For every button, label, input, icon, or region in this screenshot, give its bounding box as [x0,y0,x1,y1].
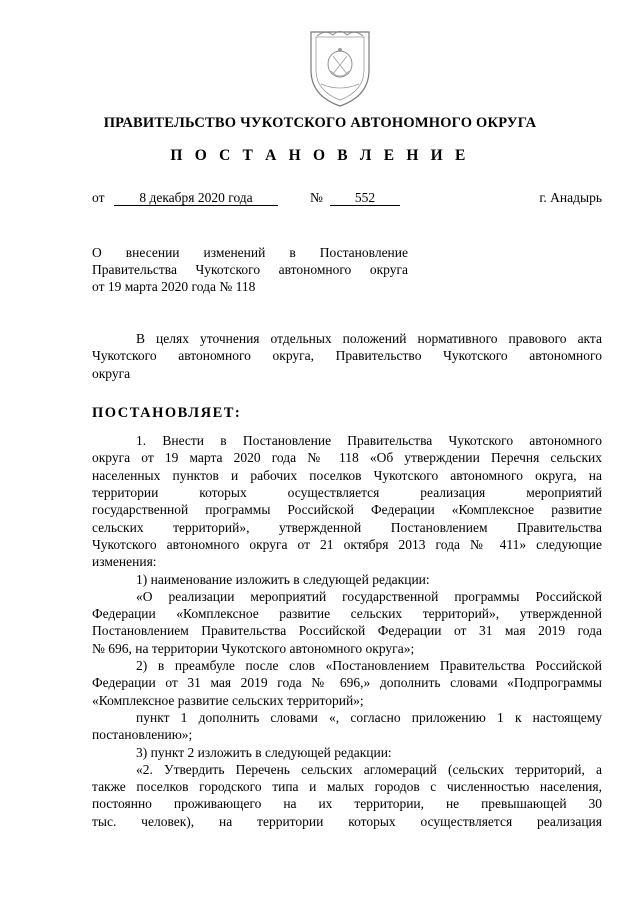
subitem-3: 3) пункт 2 изложить в следующей редакции: [136,744,392,760]
organization-title: ПРАВИТЕЛЬСТВО ЧУКОТСКОГО АВТОНОМНОГО ОКРУГА [103,115,537,131]
item1-line: территории которых осуществляется реализация мероприятий [92,485,602,501]
subitem-2b-line: пункт 1 дополнить словами «, согласно приложению 1 к настоящему [136,709,602,725]
quote1-line: Постановлением Правительства Российской Федерации от 31 мая 2019 года [92,623,602,639]
quote2-line: постоянно проживающего на их территории, не превышающей 30 [92,796,602,812]
document-number [330,190,400,206]
quote2-line: «2. Утвердить Перечень сельских агломераций (сельских территорий, а [136,761,602,777]
date-prefix: от [92,190,105,205]
quote1-line: Федерации «Комплексное развитие сельских территорий», утвержденной [92,606,602,622]
document-date-value: 8 декабря 2020 года [139,190,253,205]
subject-line: О внесении изменений в Постановление [92,245,408,260]
preamble-line: В целях уточнения отдельных положений нормативного правового акта [136,331,602,346]
item1-line: округа от 19 марта 2020 года № 118 «Об утверждении Перечня сельских [92,450,602,466]
resolves-heading: ПОСТАНОВЛЯЕТ: [92,404,242,421]
item1-line: населенных пунктов и рабочих поселков Чукотского автономного округа, на [92,467,602,483]
item1-line: государственной программы Российской Федерации «Комплексное развитие [92,502,602,518]
preamble-line: округа [92,365,131,381]
quote1-line: «О реализации мероприятий государственной программы Российской [136,588,602,604]
quote2-line: тыс. человек), на территории которых осуществляется реализация [92,813,602,829]
document-date [114,190,278,206]
subitem-2-line: 2) в преамбуле после слов «Постановлением Правительства Российской [136,658,602,674]
item1-line: 1. Внести в Постановление Правительства Чукотского автономного [136,433,602,449]
subitem-2-line: Федерации от 31 мая 2019 года № 696,» дополнить словами «Подпрограммы [92,675,602,691]
subitem-1: 1) наименование изложить в следующей редакции: [136,571,430,587]
subitem-2-line: «Комплексное развитие сельских территорий»; [92,692,364,708]
coat-of-arms-emblem [303,26,377,110]
document-city: г. Анадырь [539,190,602,205]
item1-line: Чукотского автономного округа от 21 октября 2013 года № 411» следующие [92,536,602,552]
item1-line: изменения: [92,554,157,570]
subject-line: от 19 марта 2020 года № 118 [92,279,256,294]
subject-line: Правительства Чукотского автономного округа [92,262,408,277]
document-body [92,330,602,830]
item1-line: сельских территорий», утвержденной Постановлением Правительства [92,519,602,535]
subitem-2b-line: постановлению»; [92,727,193,743]
document-number-value: 552 [354,190,376,205]
document-subject [92,244,408,295]
quote2-line: также поселков городского типа и малых городов с численностью населения, [92,779,602,795]
preamble-line: Чукотского автономного округа, Правительство Чукотского автономного [92,348,602,364]
quote1-line: № 696, на территории Чукотского автономного округа»; [92,640,415,656]
document-meta-row [92,190,602,210]
number-prefix: № [310,190,323,205]
document-type-title: П О С Т А Н О В Л Е Н И Е [170,147,470,164]
